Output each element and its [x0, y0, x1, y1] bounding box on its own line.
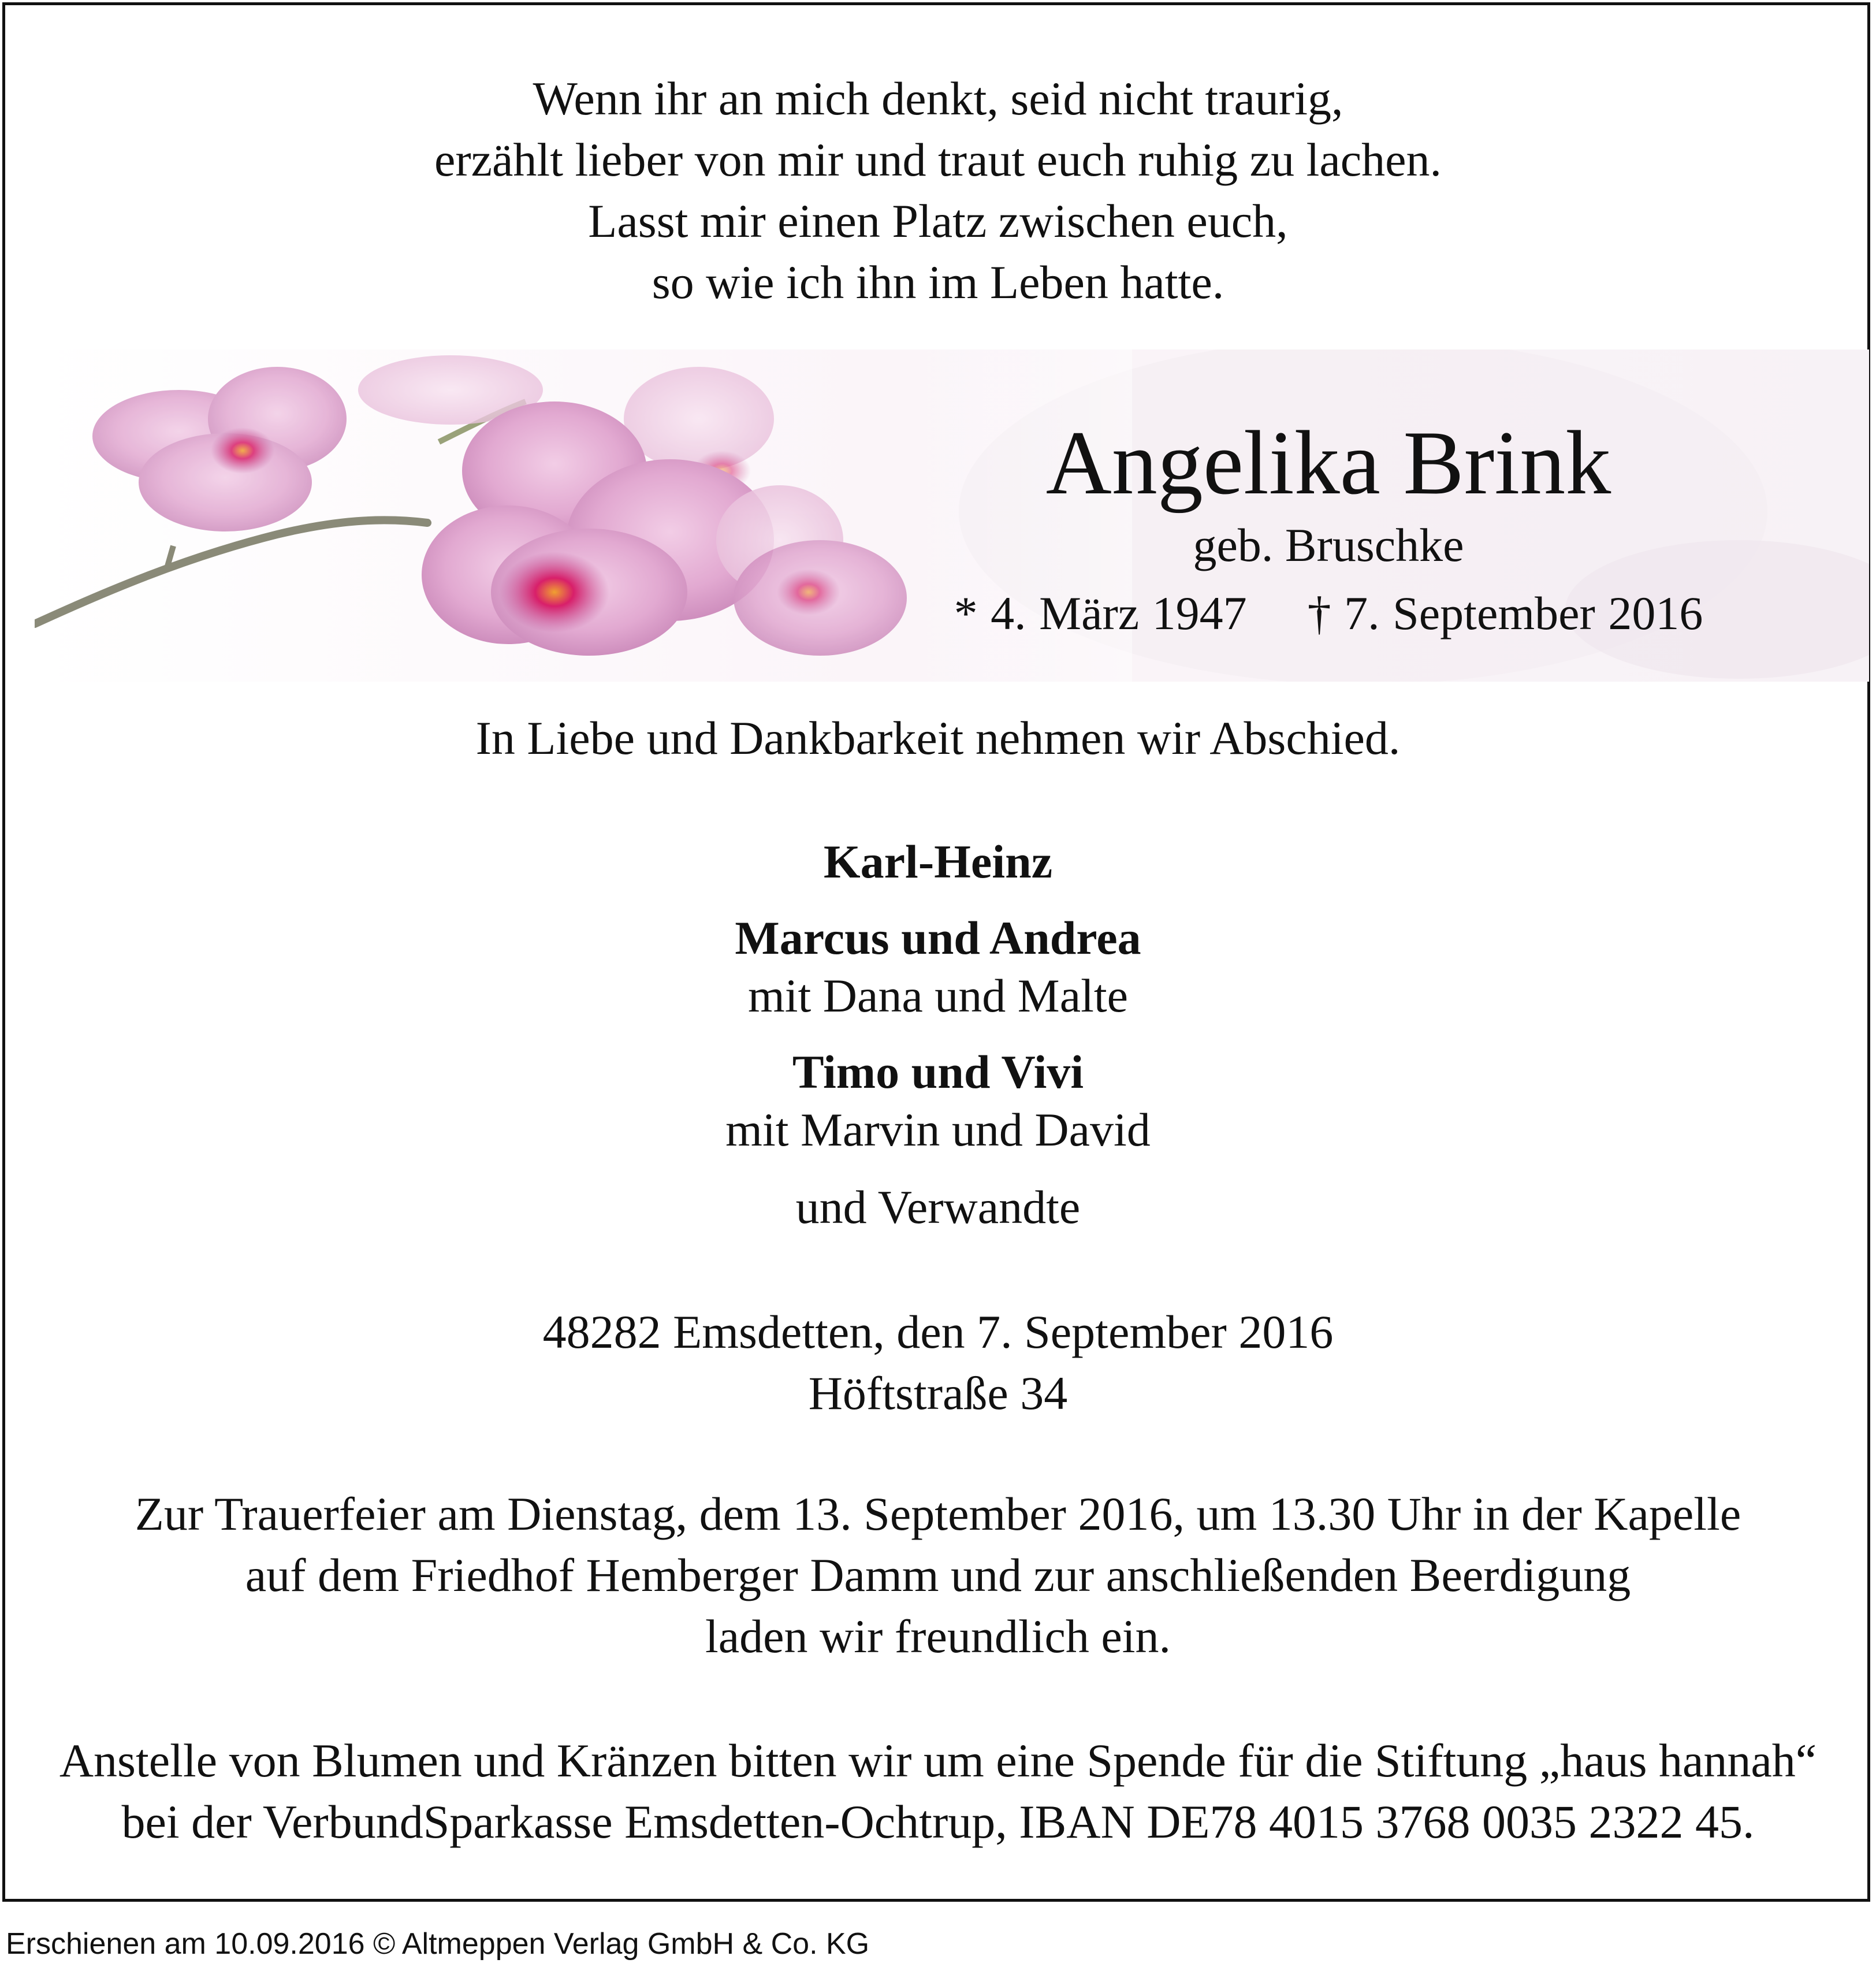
- funeral-line-3: laden wir freundlich ein.: [705, 1610, 1171, 1663]
- deceased-name: Angelika Brink: [1045, 412, 1611, 514]
- poem: [0, 68, 1876, 313]
- address-block: [0, 1302, 1876, 1424]
- publication-footer: Erschienen am 10.09.2016 © Altmeppen Verlag GmbH & Co. KG: [6, 1927, 870, 1961]
- poem-line-1: Wenn ihr an mich denkt, seid nicht traurig,: [533, 72, 1343, 125]
- farewell-text: In Liebe und Dankbarkeit nehmen wir Abschied.: [475, 712, 1401, 764]
- maiden-name: geb. Bruschke: [1193, 519, 1464, 571]
- mourner-family1-children: mit Dana und Malte: [747, 969, 1129, 1022]
- death-date: † 7. September 2016: [1307, 587, 1703, 639]
- donation-line-1: Anstelle von Blumen und Kränzen bitten wir um eine Spende für die Stiftung „haus hannah“: [59, 1734, 1817, 1787]
- donation-line-2: bei der VerbundSparkasse Emsdetten-Ochtrup, IBAN DE78 4015 3768 0035 2322 45.: [121, 1795, 1755, 1848]
- funeral-info: [0, 1484, 1876, 1667]
- poem-line-4: so wie ich ihn im Leben hatte.: [652, 256, 1224, 308]
- funeral-line-1: Zur Trauerfeier am Dienstag, dem 13. September 2016, um 13.30 Uhr in der Kapelle: [135, 1488, 1741, 1540]
- mourner-relatives: und Verwandte: [795, 1181, 1081, 1233]
- poem-line-3: Lasst mir einen Platz zwischen euch,: [588, 195, 1288, 247]
- mourner-family2: Timo und Vivi: [792, 1046, 1084, 1098]
- poem-line-2: erzählt lieber von mir und traut euch ruhig zu lachen.: [434, 133, 1442, 186]
- mourner-family2-children: mit Marvin und David: [725, 1103, 1151, 1156]
- mourner-spouse: Karl-Heinz: [823, 835, 1053, 888]
- donation-info: [0, 1730, 1876, 1853]
- life-dates: [889, 585, 1767, 642]
- birth-date: * 4. März 1947: [954, 587, 1247, 639]
- place-date: 48282 Emsdetten, den 7. September 2016: [542, 1306, 1334, 1358]
- funeral-line-2: auf dem Friedhof Hemberger Damm und zur anschließenden Beerdigung: [245, 1549, 1631, 1601]
- street-address: Höftstraße 34: [808, 1367, 1068, 1419]
- mourner-family1: Marcus und Andrea: [735, 912, 1141, 964]
